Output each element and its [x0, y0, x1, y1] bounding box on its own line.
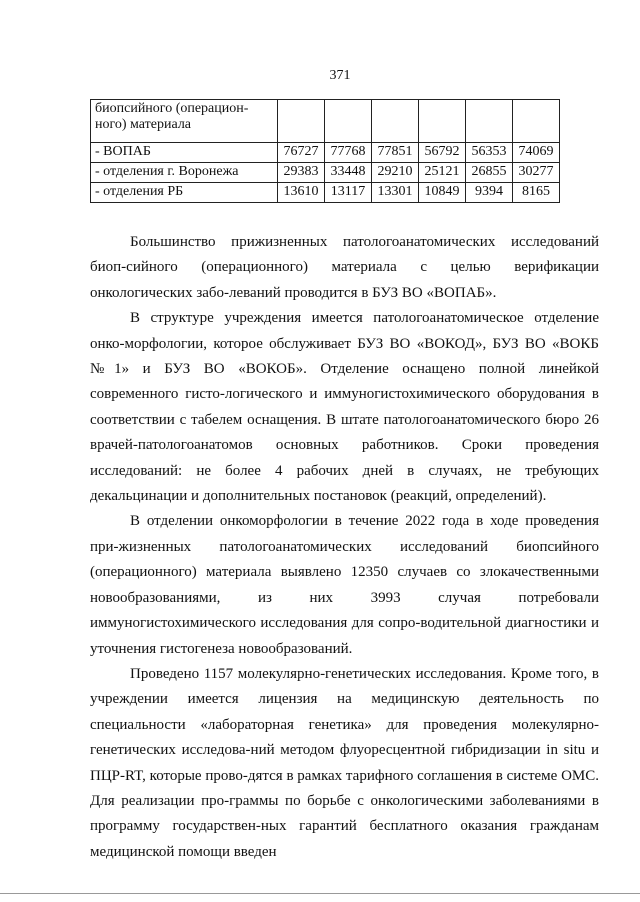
table-row: [91, 163, 560, 183]
table-cell: 76727: [278, 143, 325, 163]
table-cell: 33448: [325, 163, 372, 183]
table-cell: 30277: [513, 163, 560, 183]
table-cell: 77768: [325, 143, 372, 163]
table-cell: 29210: [372, 163, 419, 183]
table-cell: [513, 100, 560, 143]
page-bottom-divider: [0, 893, 640, 894]
table-cell: 25121: [419, 163, 466, 183]
table-cell: [325, 100, 372, 143]
page-number: 371: [329, 68, 351, 83]
table-cell: 74069: [513, 143, 560, 163]
table-cell: 9394: [466, 183, 513, 203]
table-cell: [419, 100, 466, 143]
table-row: [91, 143, 560, 163]
paragraph: Большинство прижизненных патологоанатомических исследований биоп-сийного (операционного) материала с целью верификации онкологических забо-леваний проводится в БУЗ ВО «ВОПАБ».: [90, 234, 599, 301]
table-row-label: - ВОПАБ: [91, 143, 278, 163]
table-cell: [372, 100, 419, 143]
table-cell: 13610: [278, 183, 325, 203]
paragraph: В отделении онкоморфологии в течение 2022 года в ходе проведения при-жизненных патологоанатомических исследований биопсийного (операционного) материала выявлено 12350 случаев со злокачественными новообразованиями, из них 3993 случая потребовали иммуногистохимического исследования для сопро-водительной диагностики и уточнения гистогенеза новообразований.: [90, 513, 599, 657]
table-header-row: [91, 100, 560, 143]
table-cell: 56792: [419, 143, 466, 163]
table-cell: 13117: [325, 183, 372, 203]
table-cell: 26855: [466, 163, 513, 183]
statistics-table: [90, 99, 560, 203]
table-cell: [466, 100, 513, 143]
table-cell: [278, 100, 325, 143]
table-cell: 77851: [372, 143, 419, 163]
table-cell: 8165: [513, 183, 560, 203]
table-cell: 29383: [278, 163, 325, 183]
table-row-label: - отделения г. Воронежа: [91, 163, 278, 183]
table-cell: 13301: [372, 183, 419, 203]
table-row-label: биопсийного (операцион-ного) материала: [91, 100, 278, 143]
table-cell: 10849: [419, 183, 466, 203]
body-text: [90, 230, 599, 865]
table-cell: 56353: [466, 143, 513, 163]
table-row-label: - отделения РБ: [91, 183, 278, 203]
paragraph: Проведено 1157 молекулярно-генетических исследования. Кроме того, в учреждении имеется лицензия на медицинскую деятельность по специальности «лабораторная генетика» для проведения молекулярно-генетических исследова-ний методом флуоресцентной гибридизации in situ и ПЦР-RT, которые прово-дятся в рамках тарифного соглашения в системе ОМС. Для реализации про-граммы по борьбе с онкологическими заболеваниями в программу государствен-ных гарантий бесплатного оказания гражданам медицинской помощи введен: [90, 665, 599, 860]
paragraph: В структуре учреждения имеется патологоанатомическое отделение онко-морфологии, которое обслуживает БУЗ ВО «ВОКОД», БУЗ ВО «ВОКБ №1» и БУЗ ВО «ВОКОБ». Отделение оснащено полной линейкой современного гисто-логического и иммуногистохимического оборудования в соответствии с табелем оснащения. В штате патологоанатомического бюро 26 врачей-патологоанатомов основных работников. Сроки проведения исследований: не более 4 рабочих дней в случаях, не требующих декальцинации и дополнительных постановок (реакций, определений).: [90, 310, 599, 505]
table-row: [91, 183, 560, 203]
